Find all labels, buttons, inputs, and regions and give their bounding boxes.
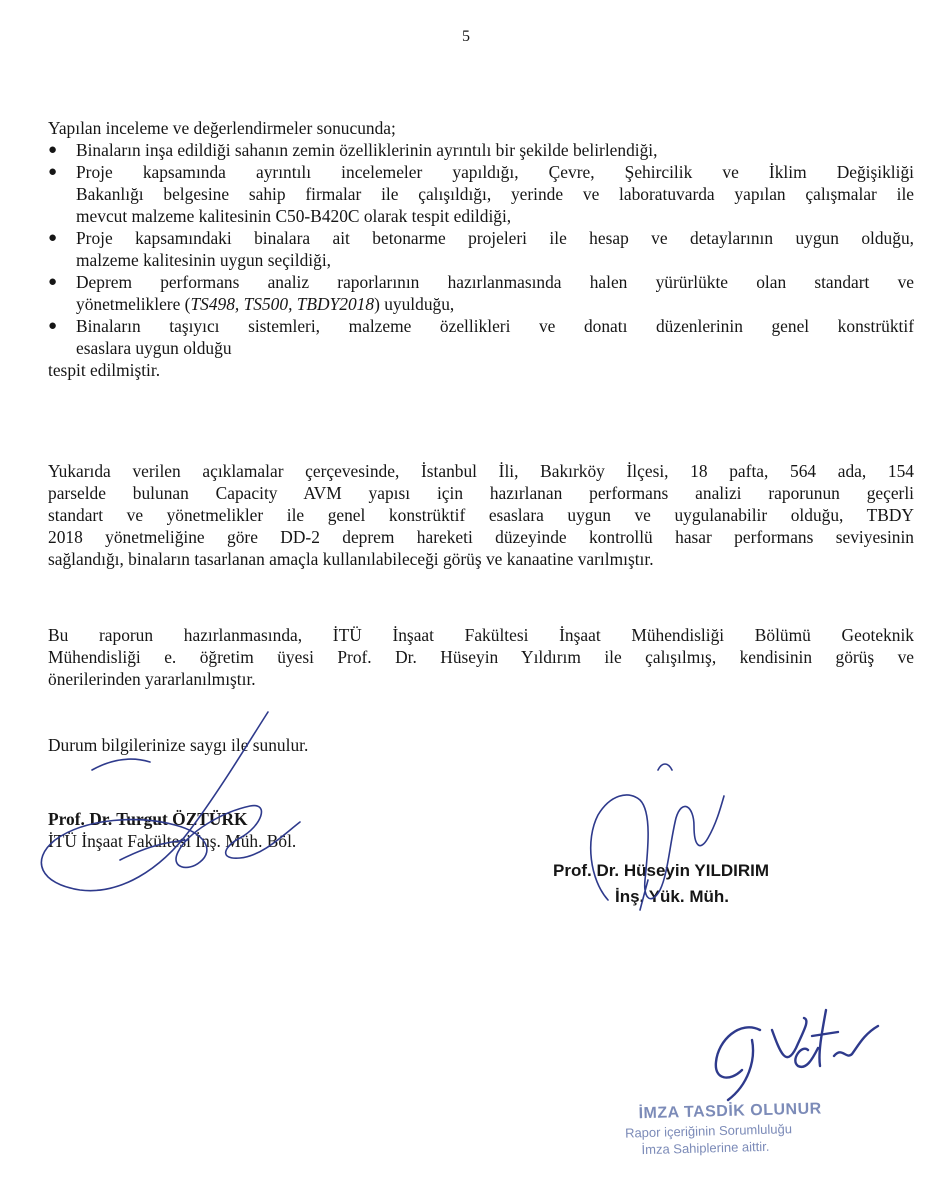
findings-section	[48, 117, 914, 381]
closing-section	[48, 734, 914, 756]
bullet-line: Proje kapsamındaki binalara ait betonarme projeleri ile hesap ve detaylarının uygun olduğu,	[76, 228, 914, 248]
bullet-dot-icon: ●	[48, 142, 58, 158]
text-fragment: ) uyulduğu,	[374, 294, 455, 314]
bullet-dot-icon: ●	[48, 318, 58, 334]
bullet-line: malzeme kalitesinin uygun seçildiği,	[76, 250, 332, 270]
bullet-line: Binaların inşa edildiği sahanın zemin özelliklerinin ayrıntılı bir şekilde belirlendiği,	[76, 140, 658, 160]
bullet-line: mevcut malzeme kalitesinin C50-B420C olarak tespit edildiği,	[76, 206, 512, 226]
signatory-left-name: Prof. Dr. Turgut ÖZTÜRK	[48, 809, 248, 829]
bullet-item	[48, 271, 914, 315]
signatory-right	[553, 858, 769, 910]
paragraph-line: Mühendisliği e. öğretim üyesi Prof. Dr. Hüseyin Yıldırım ile çalışılmış, kendisinin görüş ve	[48, 647, 914, 667]
stamp-signature-icon	[716, 1010, 878, 1100]
acknowledgement-paragraph	[48, 624, 914, 690]
bullet-dot-icon: ●	[48, 274, 58, 290]
stamp-title: İMZA TASDİK OLUNUR	[638, 1100, 822, 1123]
page-number: 5	[462, 28, 470, 45]
stamp-line: İmza Sahiplerine aittir.	[641, 1138, 770, 1158]
paragraph-line: Yukarıda verilen açıklamalar çerçevesinde, İstanbul İli, Bakırköy İlçesi, 18 pafta, 564 ada, 154	[48, 461, 914, 481]
intro-line: Yapılan inceleme ve değerlendirmeler sonucunda;	[48, 118, 396, 138]
bullet-dot-icon: ●	[48, 230, 58, 246]
bullet-line-standards	[76, 293, 914, 315]
findings-closing: tespit edilmiştir.	[48, 360, 161, 380]
signatory-right-title: İnş. Yük. Müh.	[615, 887, 729, 906]
signatory-left	[48, 808, 296, 852]
bullet-item	[48, 161, 914, 227]
bullet-line: Deprem performans analiz raporlarının hazırlanmasında halen yürürlükte olan standart ve	[76, 272, 914, 292]
bullet-line: Binaların taşıyıcı sistemleri, malzeme özellikleri ve donatı düzenlerinin genel konstrüktif	[76, 316, 914, 336]
standard-ref: TS500	[243, 294, 289, 314]
text-fragment: yönetmeliklere (	[76, 294, 191, 314]
separator: ,	[234, 294, 244, 314]
bullet-item	[48, 227, 914, 271]
standard-ref: TBDY2018	[296, 294, 375, 314]
stamp-line: Rapor içeriğinin Sorumluluğu	[624, 1121, 793, 1141]
standard-ref: TS498	[190, 294, 235, 314]
closing-line: Durum bilgilerinize saygı ile sunulur.	[48, 735, 309, 755]
signatory-right-name: Prof. Dr. Hüseyin YILDIRIM	[553, 861, 770, 880]
conclusion-paragraph	[48, 460, 914, 570]
approval-stamp	[624, 1100, 822, 1157]
bullet-line: esaslara uygun olduğu	[76, 338, 232, 358]
bullet-item	[48, 315, 914, 359]
paragraph-line: önerilerinden yararlanılmıştır.	[48, 669, 256, 689]
bullet-line: Proje kapsamında ayrıntılı incelemeler yapıldığı, Çevre, Şehircilik ve İklim Değişikliği	[76, 162, 914, 182]
paragraph-line: sağlandığı, binaların tasarlanan amaçla kullanılabileceği görüş ve kanaatine varılmıştır.	[48, 549, 654, 569]
bullet-item	[48, 139, 914, 161]
paragraph-line: 2018 yönetmeliğine göre DD-2 deprem hareketi düzeyinde kontrollü hasar performans seviyesinin	[48, 527, 914, 547]
bullet-dot-icon: ●	[48, 164, 58, 180]
separator: ,	[288, 294, 297, 314]
paragraph-line: Bu raporun hazırlanmasında, İTÜ İnşaat Fakültesi İnşaat Mühendisliği Bölümü Geoteknik	[48, 625, 914, 645]
paragraph-line: parselde bulunan Capacity AVM yapısı için hazırlanan performans analizi raporunun geçerli	[48, 483, 914, 503]
signatory-left-affiliation: İTÜ İnşaat Fakültesi İnş. Müh. Böl.	[48, 831, 297, 851]
paragraph-line: standart ve yönetmelikler ile genel konstrüktif esaslara uygun ve uygulanabilir olduğu, TBDY	[48, 505, 914, 525]
bullet-line: Bakanlığı belgesine sahip firmalar ile çalışıldığı, yerinde ve laboratuvarda yapılan çalışmalar ile	[76, 184, 914, 204]
